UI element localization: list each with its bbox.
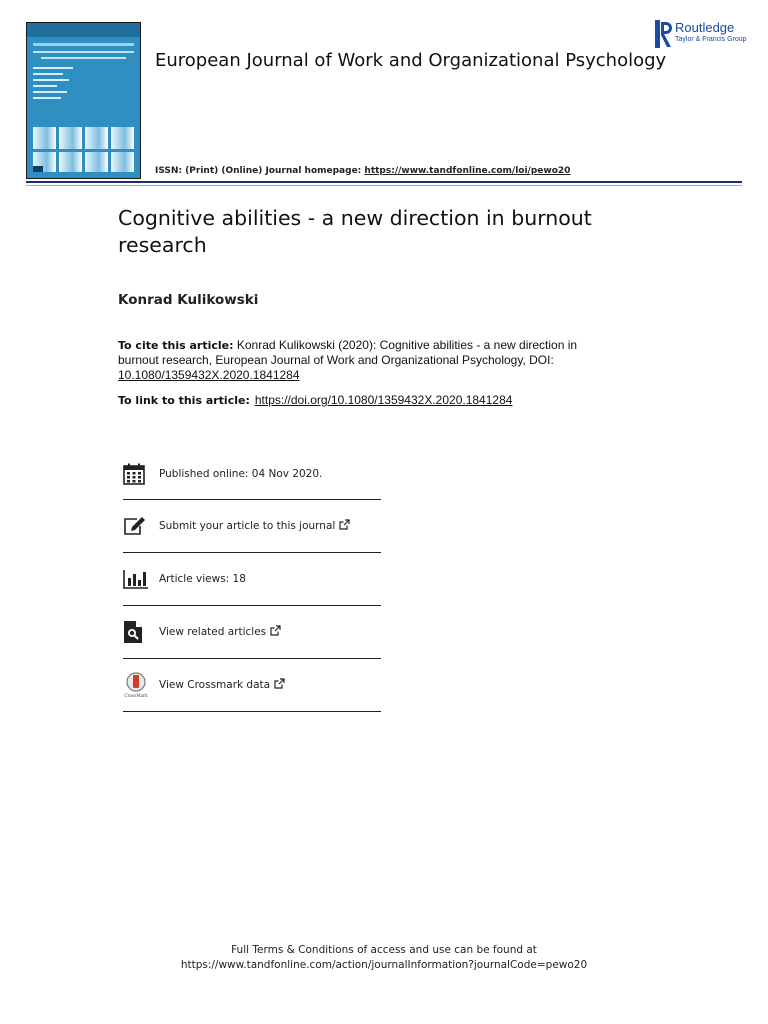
- search-document-icon: [123, 620, 159, 644]
- routledge-logo-icon: [655, 20, 672, 48]
- cite-label: To cite this article:: [118, 339, 234, 352]
- published-online-row: [123, 448, 381, 500]
- article-title: Cognitive abilities - a new direction in burnout research: [118, 206, 592, 257]
- issn-line: [155, 166, 570, 176]
- header-divider: [26, 181, 742, 183]
- link-label: To link to this article:: [118, 394, 250, 407]
- journal-cover-image: [26, 22, 141, 179]
- cite-text: Konrad Kulikowski (2020): Cognitive abilities - a new direction in burnout research, European Journal of Work and Organizational Psychology, DOI:: [118, 338, 578, 367]
- terms-footer-link[interactable]: https://www.tandfonline.com/action/journalInformation?journalCode=pewo20: [180, 959, 588, 971]
- submit-article-row[interactable]: [123, 500, 381, 553]
- article-link-block: [118, 393, 512, 407]
- article-views-row: [123, 553, 381, 606]
- crossmark-icon-text: CrossMark: [124, 693, 148, 698]
- edit-icon: [123, 516, 159, 536]
- issn-text: ISSN: (Print) (Online) Journal homepage:: [155, 166, 365, 176]
- terms-footer: [0, 943, 768, 973]
- header-divider-thin: [26, 185, 742, 186]
- external-link-icon: [339, 519, 350, 533]
- crossmark-label[interactable]: View Crossmark data: [159, 679, 271, 691]
- related-articles-row[interactable]: [123, 606, 381, 659]
- article-info-list: [123, 448, 381, 712]
- citation-block: [118, 338, 588, 383]
- journal-title: European Journal of Work and Organizational Psychology: [155, 50, 667, 71]
- terms-footer-line1: Full Terms & Conditions of access and use can be found at: [231, 944, 537, 956]
- article-doi-link[interactable]: https://doi.org/10.1080/1359432X.2020.1841284: [254, 393, 513, 407]
- cite-doi-link[interactable]: 10.1080/1359432X.2020.1841284: [118, 368, 300, 382]
- submit-article-label[interactable]: Submit your article to this journal: [159, 520, 336, 532]
- crossmark-row[interactable]: [123, 659, 381, 712]
- publisher-name: Routledge: [675, 20, 735, 35]
- published-online-label: Published online: 04 Nov 2020.: [159, 467, 323, 480]
- publisher-logo: [655, 20, 747, 48]
- external-link-icon: [270, 625, 281, 639]
- publisher-subtitle: Taylor & Francis Group: [675, 36, 747, 43]
- article-author: Konrad Kulikowski: [118, 292, 259, 308]
- related-articles-label[interactable]: View related articles: [159, 626, 267, 638]
- bar-chart-icon: [123, 569, 159, 589]
- article-views-label: Article views: 18: [159, 573, 246, 585]
- journal-homepage-link[interactable]: https://www.tandfonline.com/loi/pewo20: [364, 166, 571, 176]
- crossmark-icon: [123, 672, 159, 698]
- calendar-icon: [123, 463, 159, 485]
- external-link-icon: [274, 678, 285, 692]
